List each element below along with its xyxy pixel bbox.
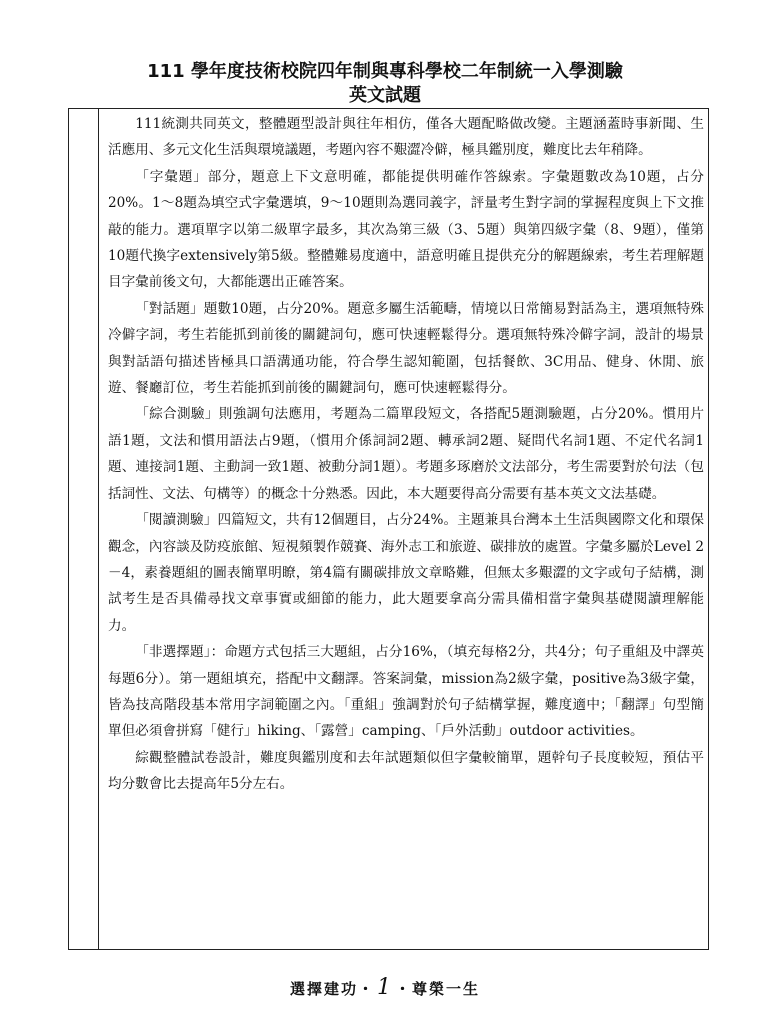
- margin-column-divider: [98, 109, 99, 949]
- paragraph-reading: 「閱讀測驗」四篇短文，共有12個題目，占分24%。主題兼具台灣本土生活與國際文化和環保觀念，內容談及防疫旅館、短視頻製作競賽、海外志工和旅遊、碳排放的處置。字彙多屬於Level 2－4，素養題組的圖表簡單明瞭，第4篇有關碳排放文章略難，但無太多艱澀的文字或句子結構，測試考生是否具備尋找文章事實或細節的能力，此大題要拿高分需具備相當字彙與基礎閱讀理解能力。: [108, 512, 704, 634]
- footer-slogan-right: ・尊榮一生: [395, 980, 481, 998]
- paragraph-vocabulary: 「字彙題」部分，題意上下文意明確，都能提供明確作答線索。字彙題數改為10題，占分20%。1～8題為填空式字彙選填，9～10題則為選同義字，評量考生對字詞的掌握程度與上下文推敲的能力。選項單字以第二級單字最多，其次為第三級（3、5題）與第四級字彙（8、9題），僅第10題代換字extensively第5級。整體難易度適中，語意明確且提供充分的解題線索，考生若理解題目字彙前後文句，大都能選出正確答案。: [108, 168, 704, 291]
- document-title: 111 學年度技術校院四年制與專科學校二年制統一入學測驗: [147, 61, 623, 82]
- analysis-text: [108, 111, 704, 798]
- paragraph-summary: 綜觀整體試卷設計，難度與鑑別度和去年試題類似但字彙較簡單，題幹句子長度較短，預估平均分數會比去提高年5分左右。: [108, 749, 704, 793]
- page-number: 1: [377, 975, 393, 1000]
- document-subtitle: 英文試題: [349, 85, 421, 106]
- page-footer: [0, 975, 770, 1000]
- paragraph-cloze: 「綜合測驗」則強調句法應用，考題為二篇單段短文，各搭配5題測驗題，占分20%。慣用片語1題，文法和慣用語法占9題，（慣用介係詞詞2題、轉承詞2題、疑問代名詞1題、不定代名詞1題、連接詞1題、主動詞一致1題、被動分詞1題）。考題多琢磨於文法部分，考生需要對於句法（包括詞性、文法、句構等）的概念十分熟悉。因此，本大題要得高分需要有基本英文文法基礎。: [108, 406, 704, 502]
- paragraph-dialogue: 「對話題」題數10題，占分20%。題意多屬生活範疇，情境以日常簡易對話為主，選項無特殊冷僻字詞，考生若能抓到前後的關鍵詞句，應可快速輕鬆得分。選項無特殊冷僻字詞，設計的場景與對話語句描述皆極具口語溝通功能，符合學生認知範圍，包括餐飲、3C用品、健身、休閒、旅遊、餐廳訂位，考生若能抓到前後的關鍵詞句，應可快速輕鬆得分。: [108, 300, 704, 397]
- paragraph-non-choice: 「非選擇題」：命題方式包括三大題組，占分16%，（填充每格2分，共4分；句子重組及中譯英每題6分）。第一題組填充，搭配中文翻譯。答案詞彙，mission為2級字彙，positive為3級字彙，皆為技高階段基本常用字詞範圍之內。「重組」強調對於句子結構掌握，難度適中；「翻譯」句型簡單但必須會拼寫「健行」hiking、「露營」camping、「戶外活動」outdoor activities。: [108, 644, 704, 740]
- footer-slogan-left: 選擇建功・: [289, 980, 375, 998]
- paragraph-overview: 111統測共同英文，整體題型設計與往年相仿，僅各大題配略做改變。主題涵蓋時事新聞、生活應用、多元文化生活與環境議題，考題內容不艱澀冷僻，極具鑑別度，難度比去年稍降。: [108, 116, 704, 159]
